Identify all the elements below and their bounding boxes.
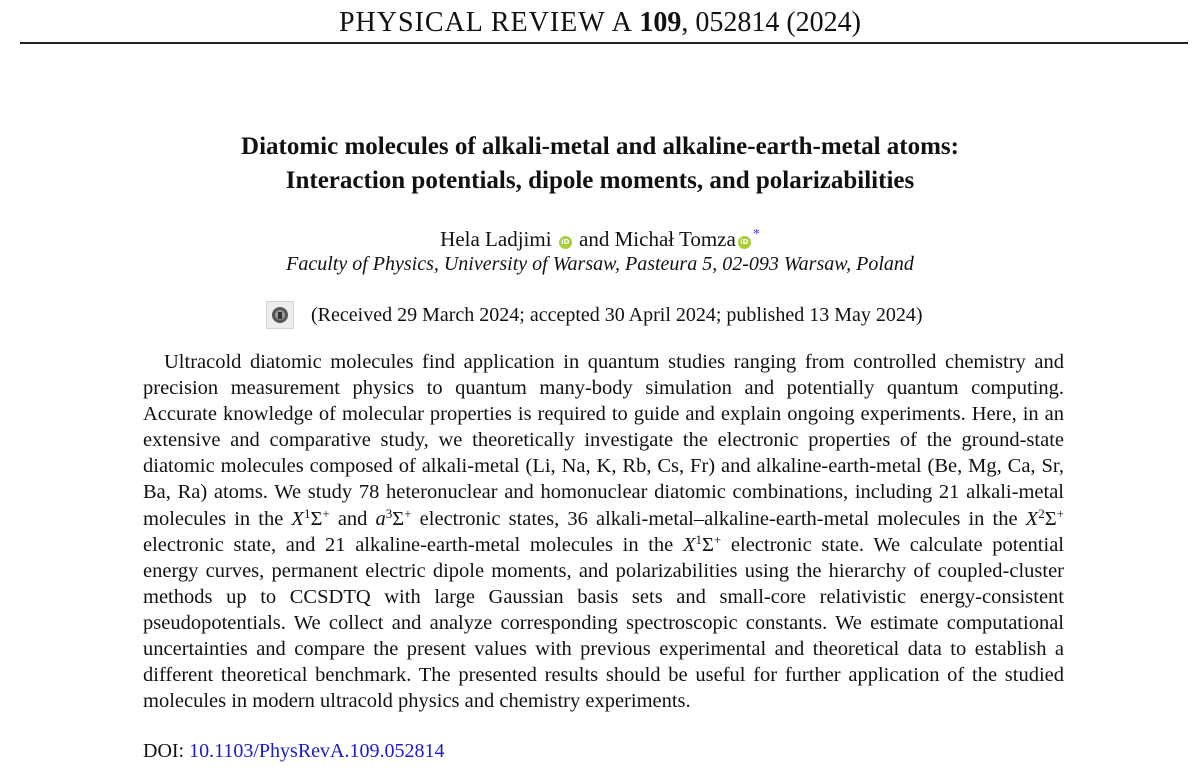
state-multiplicity: 2 <box>1038 505 1045 521</box>
author-name[interactable]: Hela Ladjimi <box>440 227 552 251</box>
state-parity: + <box>322 505 330 521</box>
header-rule <box>20 42 1188 44</box>
author-list <box>0 222 1200 252</box>
abstract-text: electronic states, 36 alkali-metal–alkaline-earth-metal molecules in the <box>411 507 1026 530</box>
state-symbol: X <box>682 533 696 556</box>
state-multiplicity: 3 <box>385 505 393 521</box>
doi-line <box>143 738 445 764</box>
author-connector: and <box>579 227 610 251</box>
orcid-icon[interactable]: iD <box>738 236 751 249</box>
journal-header <box>0 6 1200 40</box>
paper-title <box>0 130 1200 198</box>
title-line-2: Interaction potentials, dipole moments, and polarizabilities <box>285 167 915 194</box>
sigma-symbol: Σ <box>392 507 405 530</box>
sigma-symbol: Σ <box>701 533 714 556</box>
affiliation: Faculty of Physics, University of Warsaw, Pasteura 5, 02-093 Warsaw, Poland <box>286 253 914 275</box>
crossmark-icon[interactable] <box>266 301 294 329</box>
doi-label: DOI: <box>143 740 190 762</box>
state-symbol: X <box>291 507 304 530</box>
sigma-symbol: Σ <box>1044 507 1057 530</box>
state-symbol: a <box>375 507 386 530</box>
abstract <box>143 349 1064 714</box>
abstract-text: electronic state, and 21 alkaline-earth-metal molecules in the <box>143 533 683 556</box>
corresponding-author-mark[interactable]: * <box>752 227 760 242</box>
state-parity: + <box>713 531 722 547</box>
state-parity: + <box>404 505 412 521</box>
abstract-text: Ultracold diatomic molecules find application in quantum studies ranging from controlled chemistry and precision measurement physics to quantum many-body simulation and potentially quantum computing. Accurate knowledge of molecular properties is required to guide and explain ongoing experiments. Here, in an extensive and comparative study, we theoretically investigate the electronic properties of the ground-state diatomic molecules composed of alkali-metal (Li, Na, K, Rb, Cs, Fr) and alkaline-earth-metal (Be, Mg, Ca, Sr, Ba, Ra) atoms. We study 78 heteronuclear and homonuclear diatomic combinations, including 21 alkali-metal molecules in the <box>143 351 1064 530</box>
abstract-text: and <box>329 507 376 530</box>
journal-name: PHYSICAL REVIEW A <box>338 7 632 38</box>
journal-volume: 109 <box>639 7 682 38</box>
crossmark-glyph <box>272 307 288 323</box>
abstract-text: electronic state. We calculate potential energy curves, permanent electric dipole moments, and polarizabilities using the hierarchy of coupled-cluster methods up to CCSDTQ with large Gaussian basis sets and small-core relativistic energy-consistent pseudopotentials. We collect and analyze corresponding spectroscopic constants. We estimate computational uncertainties and compare the present values with previous experimental and theoretical data to establish a different theoretical benchmark. The presented results should be useful for further application of the studied molecules in modern ultracold physics and chemistry experiments. <box>143 533 1064 713</box>
state-multiplicity: 1 <box>303 505 311 521</box>
author-name[interactable]: Michał Tomza <box>614 227 736 251</box>
title-line-1: Diatomic molecules of alkali-metal and alkaline-earth-metal atoms: <box>241 133 959 160</box>
state-symbol: X <box>1025 507 1039 530</box>
state-parity: + <box>1056 505 1064 521</box>
dates-text: (Received 29 March 2024; accepted 30 April 2024; published 13 May 2024) <box>311 303 923 326</box>
publication-dates <box>266 300 923 330</box>
doi-link[interactable]: 10.1103/PhysRevA.109.052814 <box>189 740 445 762</box>
state-multiplicity: 1 <box>695 531 702 547</box>
orcid-icon[interactable]: iD <box>559 236 572 249</box>
sigma-symbol: Σ <box>310 507 323 530</box>
article-number: , 052814 (2024) <box>681 7 861 38</box>
